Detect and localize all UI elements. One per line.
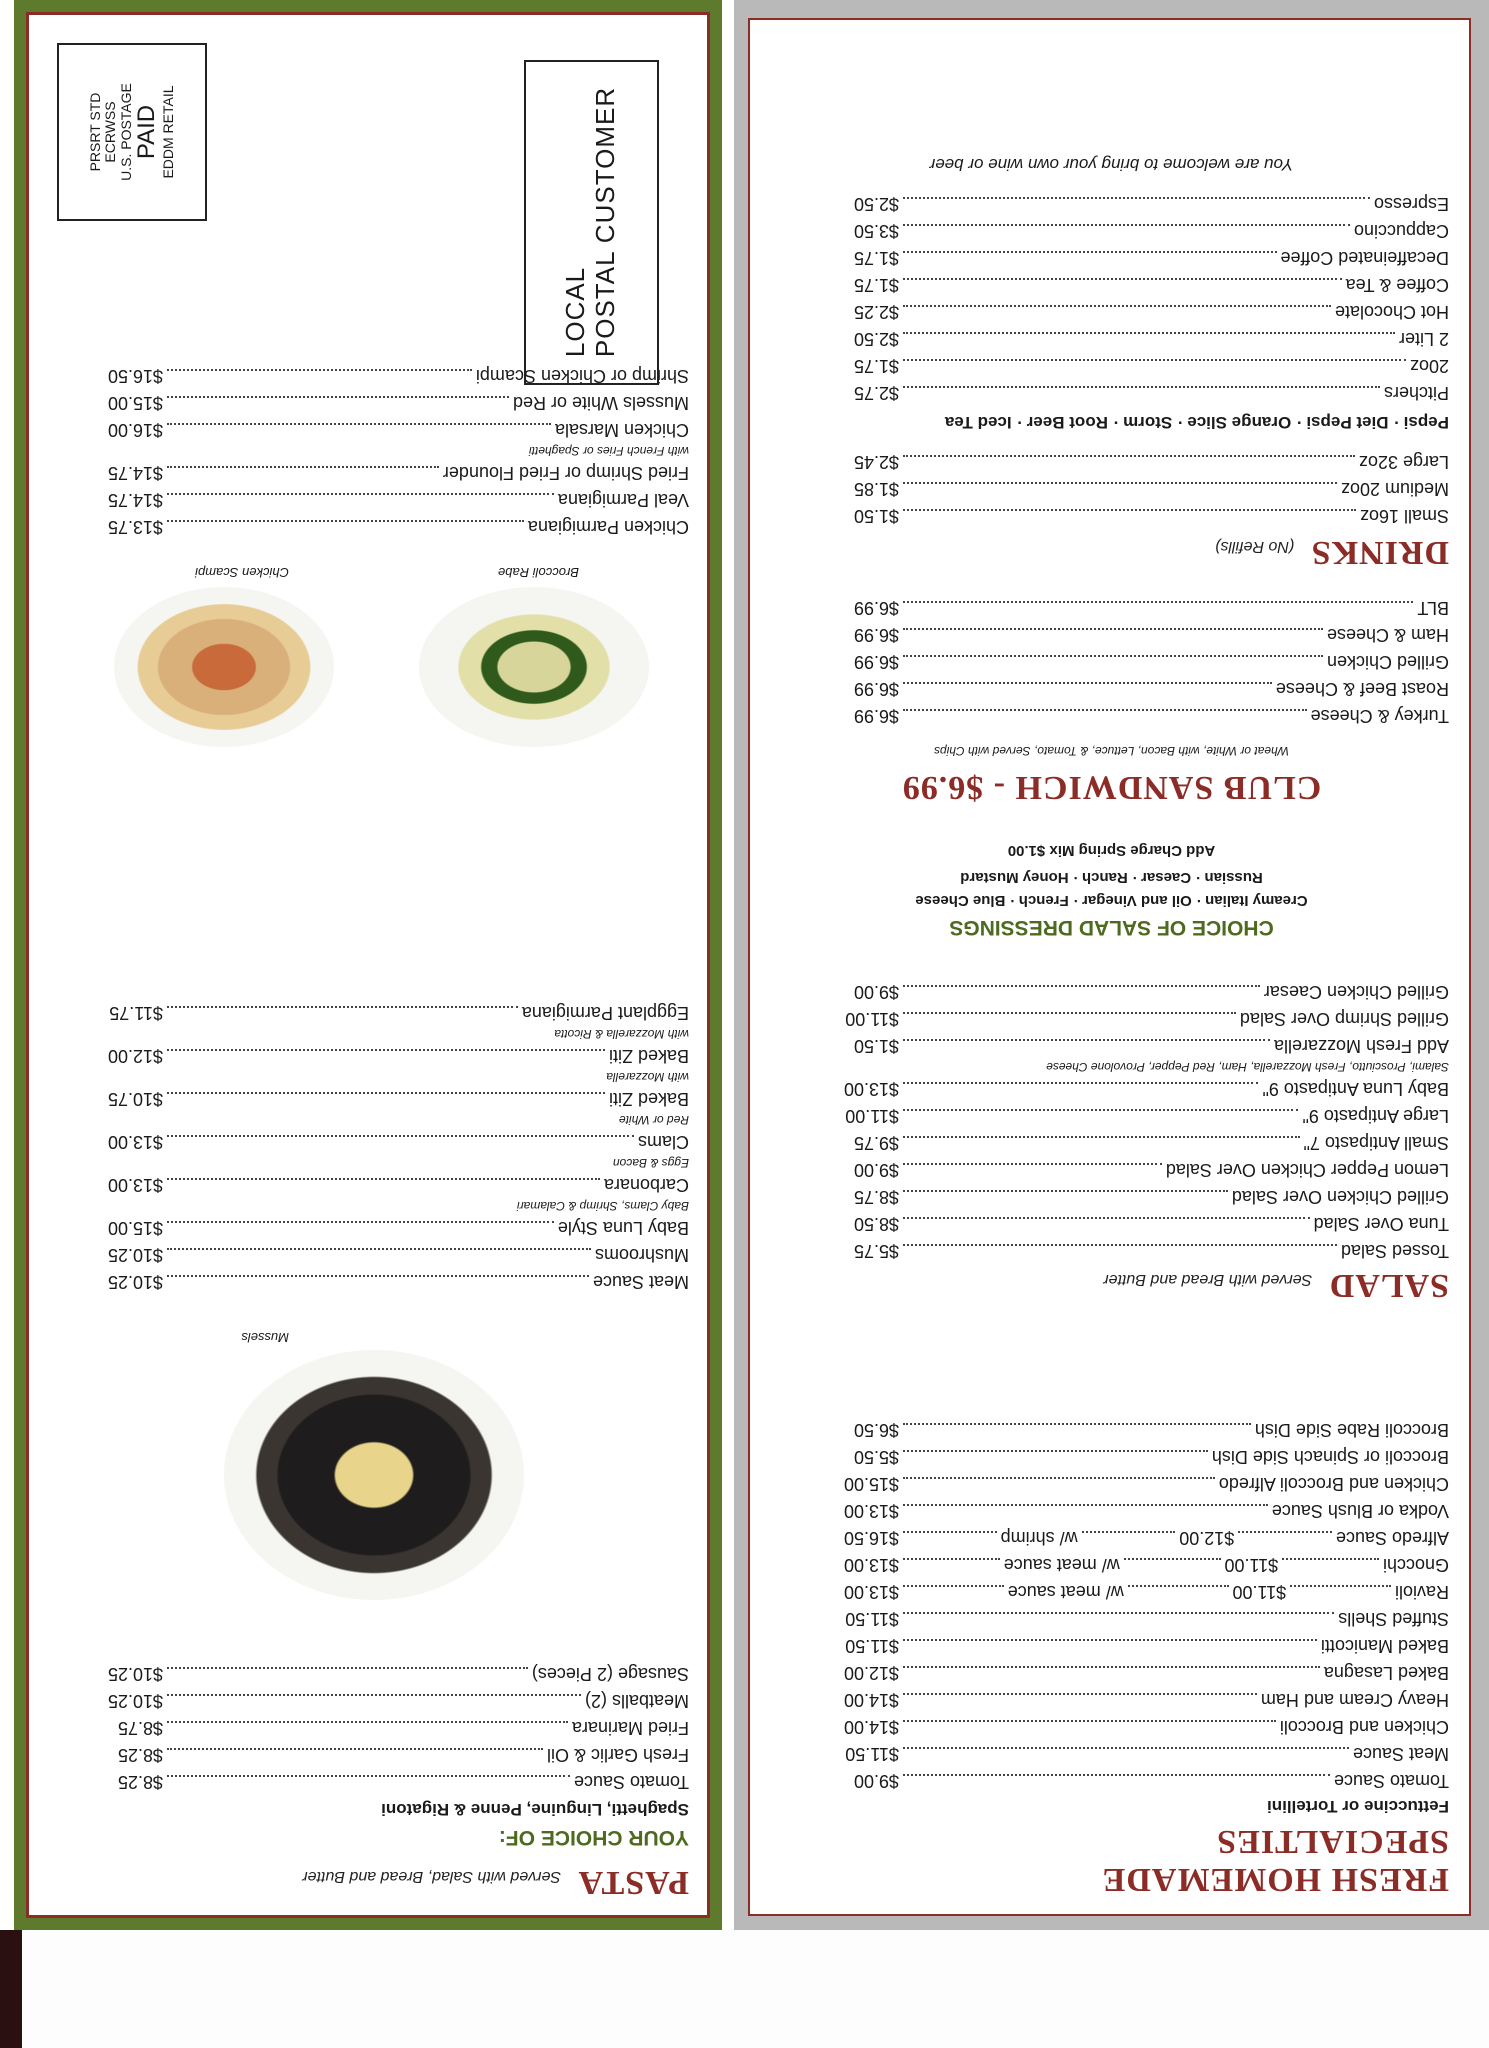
scan-background	[0, 1930, 1489, 2048]
menu-item-dual: Ravioli $11.00 w/ meat sauce $13.00	[843, 1582, 1449, 1602]
menu-item: Baked Lasagna $12.00	[843, 1663, 1449, 1683]
menu-item: Ham & Cheese $6.99	[853, 625, 1449, 645]
menu-item: Sausage (2 Pieces) $10.25	[107, 1664, 689, 1684]
menu-item: Medium 20oz $1.85	[853, 479, 1449, 499]
menu-item: 2 Liter $2.50	[853, 329, 1449, 349]
menu-item: Tossed Salad $5.75	[853, 1241, 1449, 1261]
salad-list	[829, 978, 1449, 1264]
menu-item: Clams $13.00	[107, 1132, 689, 1152]
menu-item: Espresso $2.50	[853, 194, 1449, 214]
dressings-block	[774, 842, 1449, 939]
menu-item: Baked Ziti $12.00	[107, 1046, 689, 1066]
menu-item: Mussels White or Red $15.00	[107, 393, 689, 413]
menu-item: Tuna Over Salad $8.50	[853, 1214, 1449, 1234]
left-panel-inner	[26, 12, 710, 1918]
club-title: CLUB SANDWICH - $6.99	[901, 769, 1322, 806]
menu-item: Chicken Parmigiana $13.75	[107, 517, 689, 537]
scampi-photo	[114, 587, 334, 747]
postage-indicia	[57, 43, 207, 221]
menu-item-note: Baby Clams, Shrimp & Calamari	[516, 1199, 689, 1213]
drinks-subtitle: (No Refills)	[1215, 538, 1295, 555]
dressings-line-2: Russian · Caesar · Ranch · Honey Mustard	[960, 869, 1263, 886]
menu-item-note: with French Fries or Spaghetti	[528, 444, 689, 458]
menu-item: Grilled Shrimp Over Salad $11.00	[845, 1009, 1449, 1029]
menu-item: Tomato Sauce $8.25	[117, 1772, 689, 1792]
rabe-photo	[419, 587, 649, 747]
menu-item-dual: Alfredo Sauce $12.00 w/ shrimp $16.50	[843, 1528, 1449, 1548]
left-menu-panel	[14, 0, 722, 1930]
menu-item: Grilled Chicken Caesar $9.00	[853, 982, 1449, 1002]
scan-edge	[0, 1930, 22, 2048]
menu-item: Broccoli or Spinach Side Dish $5.50	[853, 1447, 1449, 1467]
menu-item: Shrimp or Chicken Scampi $16.50	[107, 366, 689, 386]
menu-item: Decaffeinated Coffee $1.75	[853, 248, 1449, 268]
menu-item: Meat Sauce $11.50	[845, 1744, 1449, 1764]
pasta-list-1	[93, 1660, 689, 1795]
dressings-heading: CHOICE OF SALAD DRESSINGS	[949, 916, 1274, 939]
menu-item: Vodka or Blush Sauce $13.00	[843, 1501, 1449, 1521]
pasta-choice-options: Spaghetti, Linguine, Penne & Rigatoni	[381, 1800, 689, 1819]
menu-item: Pitchers $2.75	[853, 383, 1449, 403]
right-panel-inner	[748, 18, 1471, 1916]
menu-item: Carbonara $13.00	[107, 1175, 689, 1195]
menu-item: Grilled Chicken Over Salad $8.75	[853, 1187, 1449, 1207]
pasta-header	[302, 1865, 689, 1899]
drinks-list	[829, 190, 1449, 406]
pasta-title: PASTA	[577, 1864, 689, 1901]
pasta-subtitle: Served with Salad, Bread and Butter	[302, 1868, 562, 1885]
salad-title: SALAD	[1328, 1267, 1449, 1304]
menu-item: Chicken and Broccoli $14.00	[843, 1717, 1449, 1737]
menu-item: Grilled Chicken $6.99	[853, 652, 1449, 672]
pasta-list-2	[93, 999, 689, 1295]
menu-item: Fried Marinara $8.75	[117, 1718, 689, 1738]
salad-subtitle: Served with Bread and Butter	[1103, 1271, 1313, 1288]
specialties-title-2: SPECIALTIES	[1216, 1823, 1449, 1860]
menu-item: Heavy Cream and Ham $14.00	[843, 1690, 1449, 1710]
postal-customer-text	[562, 87, 622, 357]
menu-item: Eggplant Parmigiana $11.75	[109, 1003, 689, 1023]
postage-line: ECRWSS	[102, 101, 119, 163]
menu-item: Fresh Garlic & Oil $8.25	[117, 1745, 689, 1765]
pasta-choice-heading: YOUR CHOICE OF:	[498, 1826, 689, 1849]
menu-item: Turkey & Cheese $6.99	[853, 706, 1449, 726]
drinks-title: DRINKS	[1310, 534, 1449, 571]
dressings-line-3: Add Charge Spring Mix $1.00	[1007, 842, 1216, 859]
menu-item: Veal Parmigiana $14.75	[107, 490, 689, 510]
menu-item: BLT $6.99	[853, 598, 1449, 618]
menu-item: 20oz $1.75	[853, 356, 1449, 376]
menu-item: Meatballs (2) $10.25	[107, 1691, 689, 1711]
pasta-list-3	[93, 362, 689, 540]
postage-line: U.S. POSTAGE	[117, 83, 134, 181]
menu-item-note: Eggs & Bacon	[612, 1156, 689, 1170]
soda-list: Pepsi · Diet Pepsi · Orange Slice · Storm · Root Beer · Iced Tea	[944, 413, 1449, 432]
menu-item: Fried Shrimp or Fried Flounder $14.75	[107, 463, 689, 483]
menu-item-dual: Gnocchi $11.00 w/ meat sauce $13.00	[843, 1555, 1449, 1575]
menu-item: Chicken Marsala $16.00	[107, 420, 689, 440]
menu-item: Roast Beef & Cheese $6.99	[853, 679, 1449, 699]
specialties-list	[829, 1416, 1449, 1794]
postal-customer-box	[524, 60, 659, 385]
menu-item-note: Red or White	[618, 1113, 689, 1127]
menu-item: Baked Manicotti $11.50	[845, 1636, 1449, 1656]
drinks-header	[1215, 535, 1449, 569]
club-subtitle: Wheat or White, with Bacon, Lettuce, & Tomato, Served with Chips	[933, 744, 1290, 758]
menu-item: Small Antipasto 7" $9.75	[853, 1133, 1449, 1153]
postage-text	[88, 83, 176, 181]
club-header	[774, 744, 1449, 804]
rabe-caption: Broccoli Rabe	[498, 565, 579, 580]
salad-header	[1103, 1268, 1449, 1302]
scampi-caption: Chicken Scampi	[195, 565, 289, 580]
menu-item: Coffee & Tea $1.75	[853, 275, 1449, 295]
postal-line: POSTAL CUSTOMER	[590, 87, 621, 358]
menu-item: Baked Ziti $10.75	[107, 1089, 689, 1109]
menu-item-note: with Mozzarella	[606, 1070, 689, 1084]
menu-item: Large Antipasto 9" $11.00	[845, 1106, 1449, 1126]
menu-item: Stuffed Shells $11.50	[845, 1609, 1449, 1629]
menu-item: Meat Sauce $10.25	[107, 1272, 689, 1292]
menu-item-note: Salami, Prosciutto, Fresh Mozzarella, Ham, Red Pepper, Provolone Cheese	[1046, 1060, 1449, 1074]
menu-item: Broccoli Rabe Side Dish $6.50	[853, 1420, 1449, 1440]
mussels-photo	[224, 1350, 524, 1600]
menu-item: Add Fresh Mozzarella $1.50	[853, 1036, 1449, 1056]
specialties-title-1: FRESH HOMEMADE	[1101, 1861, 1449, 1898]
menu-item: Baby Luna Style $15.00	[107, 1218, 689, 1238]
postal-line: LOCAL	[560, 267, 591, 358]
menu-item: Chicken and Broccoli Alfredo $15.00	[843, 1474, 1449, 1494]
dressings-line-1: Creamy Italian · Oil and Vinegar · French · Blue Cheese	[915, 892, 1308, 909]
menu-item: Large 32oz $2.45	[853, 452, 1449, 472]
menu-item: Small 16oz $1.50	[853, 506, 1449, 526]
menu-item: Baby Luna Antipasto 9" $13.00	[843, 1079, 1449, 1099]
postage-line: PAID	[133, 104, 161, 160]
menu-item-note: with Mozzarella & Ricotta	[554, 1027, 689, 1041]
byob-note: You are welcome to bring your own wine or beer	[929, 155, 1294, 174]
drink-sizes-list	[829, 448, 1449, 529]
postage-line: PRSRT STD	[87, 92, 104, 172]
specialties-choice: Fettuccine or Tortellini	[1267, 1797, 1449, 1816]
menu-item: Hot Chocolate $2.25	[853, 302, 1449, 322]
postage-line: EDDM RETAIL	[159, 85, 176, 179]
club-list	[829, 594, 1449, 729]
mussels-caption: Mussels	[241, 1330, 289, 1345]
panel-fold	[722, 0, 732, 1930]
menu-item: Mushrooms $10.25	[107, 1245, 689, 1265]
menu-item: Cappuccino $3.50	[853, 221, 1449, 241]
menu-item: Lemon Pepper Chicken Over Salad $9.00	[853, 1160, 1449, 1180]
menu-item: Tomato Sauce $9.00	[853, 1771, 1449, 1791]
specialties-header	[1102, 1824, 1449, 1896]
right-menu-panel	[734, 0, 1489, 1930]
